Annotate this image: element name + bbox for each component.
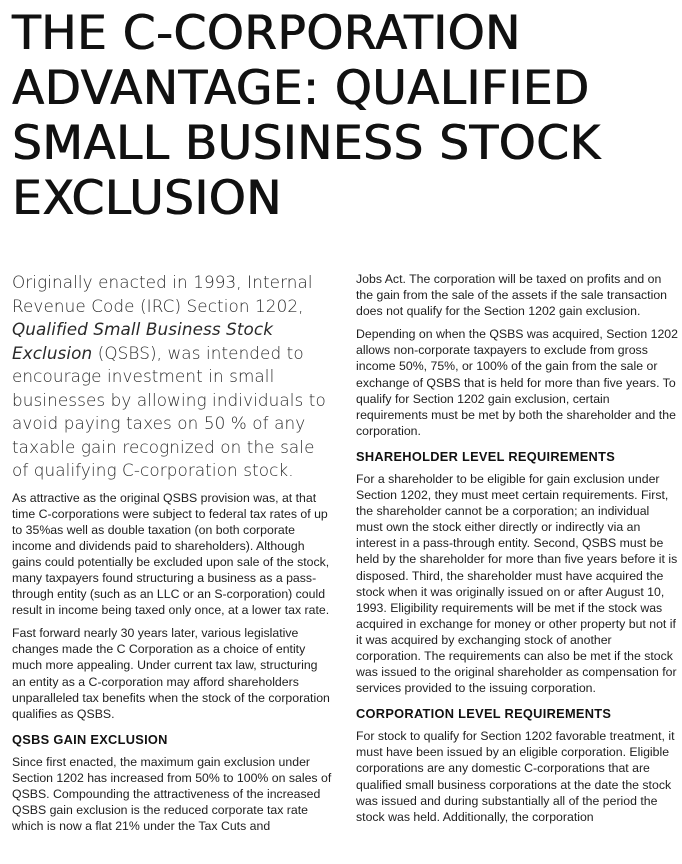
section-heading-corporation-requirements: CORPORATION LEVEL REQUIREMENTS (356, 706, 612, 722)
body-paragraph-exclusion-percentages: Depending on when the QSBS was acquired, Section 1202 allows non-corporate taxpayers to exclude from gross income 50%, 75%, or 100% of the gain from the sale or exchange of QSBS that is held for more than five years. To qualify for Section 1202 gain exclusion, certain requirements must be met by both the shareholder and the corporation. (356, 327, 678, 438)
body-paragraph-fast-forward: Fast forward nearly 30 years later, various legislative changes made the C Corporation as a choice of entity much more appealing. Under current tax law, structuring an entity as a C-corporation may afford shareholders unparalleled tax benefits when the stock of the corporation qualifies as QSBS. (12, 626, 330, 721)
section-heading-shareholder-requirements: SHAREHOLDER LEVEL REQUIREMENTS (356, 448, 616, 464)
lead-italic-title: Qualified Small Business Stock Exclusion (12, 319, 274, 363)
body-paragraph-original-qsbs: As attractive as the original QSBS provision was, at that time C-corporations were subject to federal tax rates of up to 35%as well as double taxation (on both corporate income and dividends paid to shareholders). Although gains could potentially be excluded upon sale of the stock, many taxpayers found structuring a business as a pass-through entity (such as an LLC or an S-corporation) could result in income being taxed only once, at a lower tax rate. (12, 490, 330, 618)
lead-text-start: Originally enacted in 1993, Internal Revenue Code (IRC) Section 1202, (12, 272, 313, 316)
body-paragraph-jobs-act: Jobs Act. The corporation will be taxed on profits and on the gain from the sale of the assets if the sale transaction does not qualify for the Section 1202 gain exclusion. (356, 272, 668, 319)
body-paragraph-shareholder-requirements: For a shareholder to be eligible for gain exclusion under Section 1202, they must meet certain requirements. First, the shareholder cannot be a corporation; an individual must own the stock either directly or indirectly via an interest in a pass-through entity. Second, QSBS must be held by the shareholder for more than five years before it is disposed. Third, the shareholder must have acquired the stock when it was originally issued on or after August 10, 1993. Eligibility requirements will be met if the stock was acquired in exchange for money or other property but not if it was acquired by exchanging stock of another corporation. The requirements can also be met if the stock was issued to the original shareholder as compensation for services provided to the issuing corporation. (356, 471, 678, 696)
body-paragraph-gain-exclusion: Since first enacted, the maximum gain exclusion under Section 1202 has increased from 50% to 100% on sales of QSBS. Compounding the attractiveness of the increased QSBS gain exclusion is the reduced corporate tax rate which is now a flat 21% under the Tax Cuts and (12, 754, 332, 834)
section-heading-gain-exclusion: QSBS GAIN EXCLUSION (12, 731, 168, 747)
lead-text-end: (QSBS), was intended to encourage investment in small businesses by allowing individuals to avoid paying taxes on 50 % of any taxable gain recognized on the sale of qualifying C-corporation stock. (12, 342, 326, 480)
lead-paragraph (12, 271, 334, 483)
page-title: THE C-CORPORATION ADVANTAGE: QUALIFIED SMALL BUSINESS STOCK EXCLUSION (12, 6, 601, 226)
body-paragraph-corporation-requirements: For stock to qualify for Section 1202 favorable treatment, it must have been issued by an eligible corporation. Eligible corporations are any domestic C-corporations that are qualified small business corporations at the date the stock was issued and during substantially all of the period the stock was held. Additionally, the corporation (356, 729, 675, 824)
right-column (356, 271, 678, 832)
left-column (12, 271, 334, 841)
